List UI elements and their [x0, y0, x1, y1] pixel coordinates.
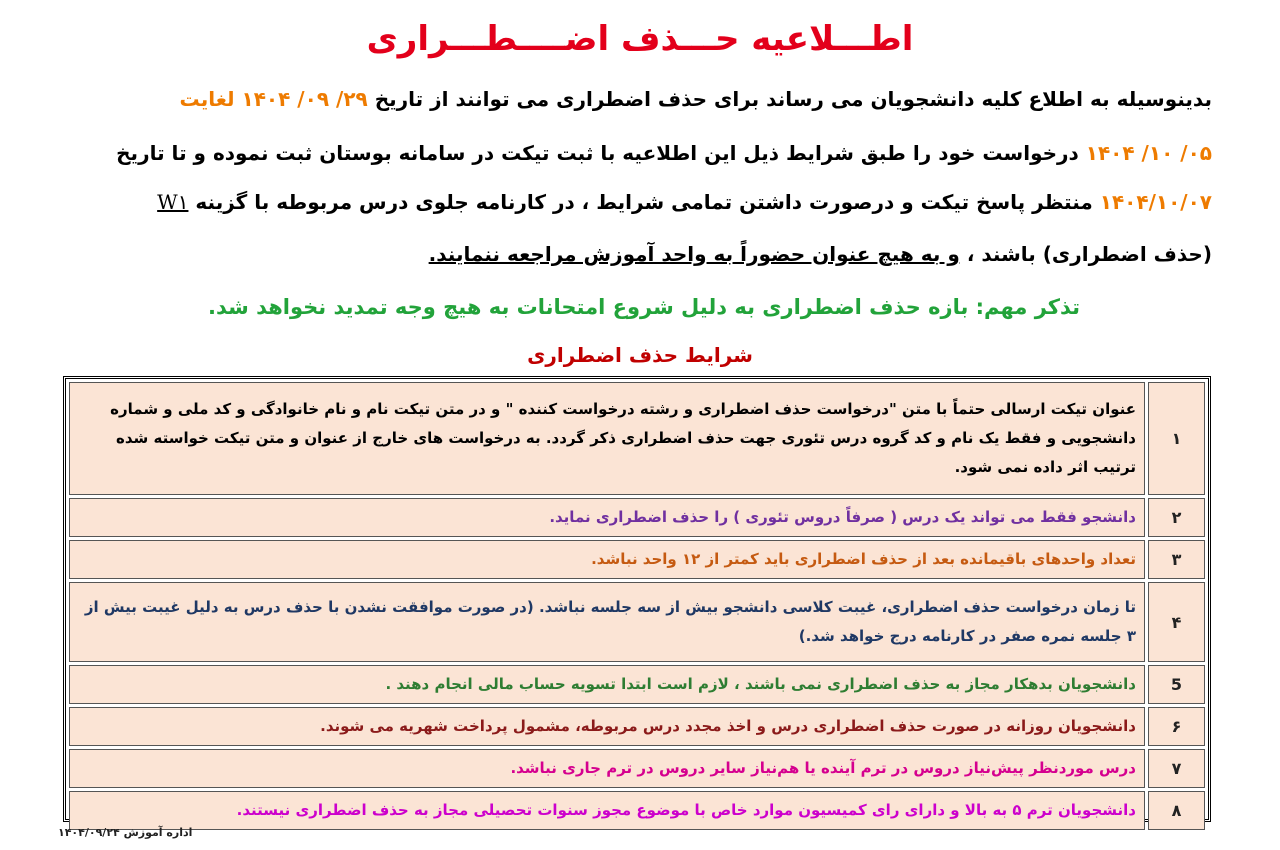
table-row: [69, 582, 1205, 662]
row-text: درس موردنظر پیش‌نیاز دروس در ترم آینده یا هم‌نیاز سایر دروس در ترم جاری نباشد.: [69, 749, 1145, 788]
intro-line-2: [62, 138, 1212, 168]
intro-line-2-text: درخواست خود را طبق شرایط ذیل این اطلاعیه با ثبت تیکت در سامانه بوستان ثبت نموده و تا تاریخ: [116, 141, 1079, 165]
table-row: [69, 707, 1205, 746]
table-row: [69, 382, 1205, 495]
intro-line-3: [62, 187, 1212, 217]
row-number: ۱: [1148, 382, 1205, 495]
row-number: ۲: [1148, 498, 1205, 537]
intro-line-1-text: بدینوسیله به اطلاع کلیه دانشجویان می رساند برای حذف اضطراری می توانند از تاریخ: [374, 87, 1212, 111]
no-visit-notice: و به هیچ عنوان حضوراً به واحد آموزش مراجعه ننمایند.: [428, 242, 960, 266]
response-date: ۱۴۰۴/۱۰/۰۷: [1099, 190, 1212, 214]
row-text: دانشجو فقط می تواند یک درس ( صرفاً دروس تئوری ) را حذف اضطراری نماید.: [69, 498, 1145, 537]
row-number: ۶: [1148, 707, 1205, 746]
row-number: 5: [1148, 665, 1205, 704]
grade-code: W۱: [157, 190, 189, 214]
row-text: دانشجویان روزانه در صورت حذف اضطراری درس و اخذ مجدد درس مربوطه، مشمول پرداخت شهریه می شوند.: [69, 707, 1145, 746]
row-text: دانشجویان بدهکار مجاز به حذف اضطراری نمی باشند ، لازم است ابتدا تسویه حساب مالی انجام دهند .: [69, 665, 1145, 704]
conditions-title: شرایط حذف اضطراری: [527, 343, 753, 367]
start-date: ۲۹/ ۰۹/ ۱۴۰۴ لغایت: [179, 87, 368, 111]
intro-line-4-text: (حذف اضطراری) باشند ،: [966, 242, 1212, 266]
row-text: عنوان تیکت ارسالی حتماً با متن "درخواست حذف اضطراری و رشته درخواست کننده " و در متن تیکت نام و نام خانوادگی و کد ملی و شماره دانشجویی و فقط یک نام و کد گروه درس تئوری جهت حذف اضطراری ذکر گردد. به درخواست های خارج از عنوان و متن تیکت خواسته شده ترتیب اثر داده نمی شود.: [69, 382, 1145, 495]
table-row: [69, 749, 1205, 788]
end-date: ۰۵/ ۱۰/ ۱۴۰۴: [1085, 141, 1212, 165]
intro-line-1: [62, 84, 1212, 114]
row-number: ۸: [1148, 791, 1205, 830]
important-note: تذکر مهم: بازه حذف اضطراری به دلیل شروع امتحانات به هیچ وجه تمدید نخواهد شد.: [208, 295, 1080, 319]
page-title: اطـــلاعیه حـــذف اضــــطـــراری: [366, 19, 914, 59]
row-number: ۳: [1148, 540, 1205, 579]
table-row: [69, 540, 1205, 579]
row-number: ۷: [1148, 749, 1205, 788]
row-text: دانشجویان ترم ۵ به بالا و دارای رای کمیسیون موارد خاص با موضوع مجوز سنوات تحصیلی مجاز به حذف اضطراری نیستند.: [69, 791, 1145, 830]
table-row: [69, 498, 1205, 537]
footer-signature: اداره آموزش ۱۴۰۴/۰۹/۲۴: [58, 826, 193, 839]
intro-line-3-text: منتظر پاسخ تیکت و درصورت داشتن تمامی شرایط ، در کارنامه جلوی درس مربوطه با گزینه: [195, 190, 1093, 214]
conditions-table: [63, 376, 1211, 822]
row-text: تا زمان درخواست حذف اضطراری، غیبت کلاسی دانشجو بیش از سه جلسه نباشد. (در صورت موافقت نشدن با حذف درس به دلیل غیبت بیش از ۳ جلسه نمره صفر در کارنامه درج خواهد شد.): [69, 582, 1145, 662]
table-row: [69, 791, 1205, 830]
row-text: تعداد واحدهای باقیمانده بعد از حذف اضطراری باید کمتر از ۱۲ واحد نباشد.: [69, 540, 1145, 579]
table-row: [69, 665, 1205, 704]
row-number: ۴: [1148, 582, 1205, 662]
intro-line-4: [62, 239, 1212, 269]
